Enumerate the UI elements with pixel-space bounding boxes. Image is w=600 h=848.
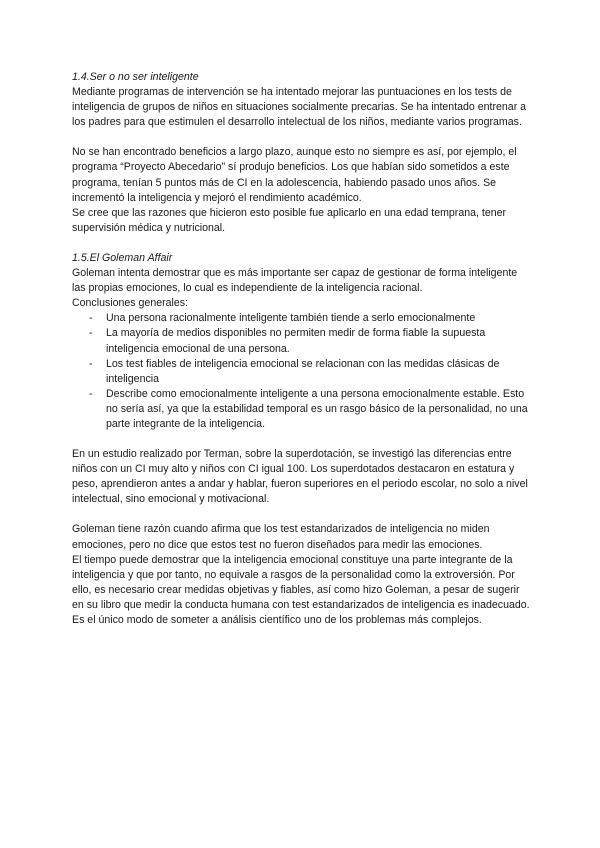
paragraph-spacer [72,130,532,145]
paragraph-intervention-programs: Mediante programas de intervención se ha intentado mejorar las puntuaciones en los tests de inteligencia de grupos de niños en situaciones socialmente precarias. Se ha intentado entrenar a los padres para que estimulen el desarrollo intelectual de los niños, mediante varios programas. [72,86,527,129]
list-item-text: Una persona racionalmente inteligente también tiende a serlo emocionalmente [106,312,476,325]
paragraph-terman-study: En un estudio realizado por Terman, sobre la superdotación, se investigó las diferencias entre niños con un CI muy alto y niños con CI igual 100. Los superdotados destacaron en estatura y peso, aprendieron antes a andar y hablar, fueron superiores en el periodo escolar, no solo a nivel intelectual, sino emocional y motivacional. [72,448,528,506]
paragraph-reasons: Se cree que las razones que hicieron esto posible fue aplicarlo en una edad temprana, tener supervisión médica y nutricional. [72,206,507,234]
list-item-text: Los test fiables de inteligencia emocional se relacionan con las medidas clásicas de inteligencia [106,357,500,385]
paragraph-spacer [72,507,532,522]
conclusions-label: Conclusiones generales: [72,297,189,310]
dash-bullet: - [89,387,93,400]
dash-bullet: - [89,312,93,325]
section-heading-goleman-affair: 1.5.El Goleman Affair [72,251,173,264]
list-item [72,311,532,326]
paragraph-goleman-right: Goleman tiene razón cuando afirma que los test estandarizados de inteligencia no miden emociones, pero no dice que estos test no fueron diseñados para medir las emociones. [72,523,490,551]
section-heading-ser-o-no-ser: 1.4.Ser o no ser inteligente [72,71,199,83]
list-item [72,387,532,432]
paragraph-long-term-benefits: No se han encontrado beneficios a largo plazo, aunque esto no siempre es así, por ejemplo, el programa “Proyecto Abecedario” sí produjo beneficios. Los que habían sido sometidos a este programa, tenían 5 puntos más de CI en la adolescencia, habiendo pasado unos años. Se incrementó la inteligencia y mejoró el rendimiento académico. [72,146,517,204]
paragraph-goleman-intro: Goleman intenta demostrar que es más importante ser capaz de gestionar de forma inteligente las propias emociones, lo cual es independiente de la inteligencia racional. [72,267,518,295]
paragraph-spacer [72,236,532,251]
list-item-text: La mayoría de medios disponibles no permiten medir de forma fiable la supuesta inteligencia emocional de una persona. [106,327,486,355]
dash-bullet: - [89,357,93,370]
document-page [72,70,532,628]
list-item-text: Describe como emocionalmente inteligente a una persona emocionalmente estable. Esto no sería así, ya que la estabilidad temporal es un rasgo básico de la personalidad, no una parte integrante de la inteligencia. [106,387,528,430]
list-item [72,326,532,356]
list-item [72,357,532,387]
dash-bullet: - [89,327,93,340]
conclusions-list [72,311,532,432]
paragraph-spacer [72,432,532,447]
paragraph-time-will-show: El tiempo puede demostrar que la inteligencia emocional constituye una parte integrante de la inteligencia y que por tanto, no equivale a rasgos de la personalidad como la extroversión. Por ello, es necesario crear medidas objetivas y fiables, así como hizo Goleman, a pesar de sugerir en su libro que medir la conducta humana con test estandarizados de inteligencia es inadecuado. Es el único modo de someter a análisis científico uno de los problemas más complejos. [72,553,530,626]
